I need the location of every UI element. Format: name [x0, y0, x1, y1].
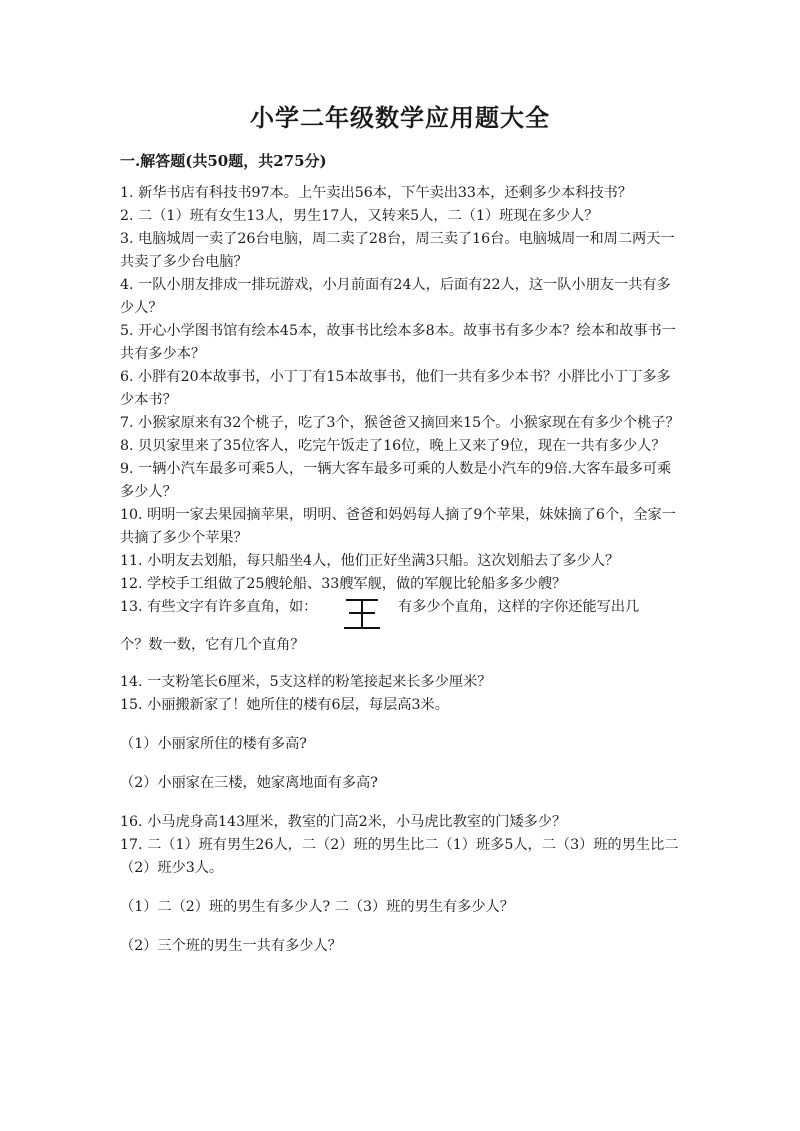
question-1: 1. 新华书店有科技书97本。上午卖出56本，下午卖出33本，还剩多少本科技书？ [120, 185, 633, 201]
page-title: 小学二年级数学应用题大全 [250, 103, 550, 132]
question-10: 10. 明明一家去果园摘苹果，明明、爸爸和妈妈每人摘了9个苹果，妹妹摘了6个，全家一共摘了多少个苹果？ [120, 507, 676, 546]
question-15-sub-1: （1）小丽家所住的楼有多高? [120, 736, 307, 752]
question-17-sub-1: （1）二（2）班的男生有多少人? 二（3）班的男生有多少人？ [120, 899, 514, 915]
question-4: 4. 一队小朋友排成一排玩游戏，小月前面有24人，后面有22人，这一队小朋友一共有多少人？ [120, 277, 671, 316]
question-9: 9. 一辆小汽车最多可乘5人，一辆大客车最多可乘的人数是小汽车的9倍.大客车最多可乘多少人？ [120, 461, 672, 500]
question-list [120, 182, 680, 974]
question-11: 11. 小明友去划船，每只船坐4人，他们正好坐满3只船。这次划船去了多少人？ [120, 553, 620, 569]
question-6: 6. 小胖有20本故事书，小丁丁有15本故事书，他们一共有多少本书？小胖比小丁丁多多少本书？ [120, 369, 671, 408]
question-14: 14. 一支粉笔长6厘米，5支这样的粉笔接起来长多少厘米？ [120, 674, 492, 690]
question-5: 5. 开心小学图书馆有绘本45本，故事书比绘本多8本。故事书有多少本？绘本和故事书一共有多少本？ [120, 323, 676, 362]
question-13-line [120, 596, 680, 634]
wang-character-icon [342, 596, 382, 632]
question-12: 12. 学校手工组做了25艘轮船、33艘军舰，做的军舰比轮船多多少艘？ [120, 576, 567, 592]
question-15-sub-2: （2）小丽家在三楼，她家离地面有多高? [120, 775, 378, 791]
question-13-part3: 个？数一数，它有几个直角？ [120, 637, 305, 653]
question-2: 2. 二（1）班有女生13人，男生17人，又转来5人，二（1）班现在多少人？ [120, 208, 599, 224]
question-17: 17. 二（1）班有男生26人，二（2）班的男生比二（1）班多5人，二（3）班的男生比二（2）班少3人。 [120, 837, 679, 876]
question-15: 15. 小丽搬新家了！她所住的楼有6层，每层高3米。 [120, 697, 449, 713]
question-16: 16. 小马虎身高143厘米，教室的门高2米，小马虎比教室的门矮多少？ [120, 814, 567, 830]
question-13-part2: 有多少个直角，这样的字你还能写出几 [398, 599, 640, 615]
question-13-part1: 13. 有些文字有许多直角，如： [120, 599, 318, 615]
question-17-sub-2: （2）三个班的男生一共有多少人？ [120, 938, 342, 954]
section-heading: 一.解答题(共50题，共275分) [120, 152, 327, 170]
question-8: 8. 贝贝家里来了35位客人，吃完午饭走了16位，晚上又来了9位，现在一共有多少人？ [120, 438, 666, 454]
question-3: 3. 电脑城周一卖了26台电脑，周二卖了28台，周三卖了16台。电脑城周一和周二两天一共卖了多少台电脑？ [120, 231, 675, 270]
question-7: 7. 小猴家原来有32个桃子，吃了3个，猴爸爸又摘回来15个。小猴家现在有多少个桃子？ [120, 415, 680, 431]
